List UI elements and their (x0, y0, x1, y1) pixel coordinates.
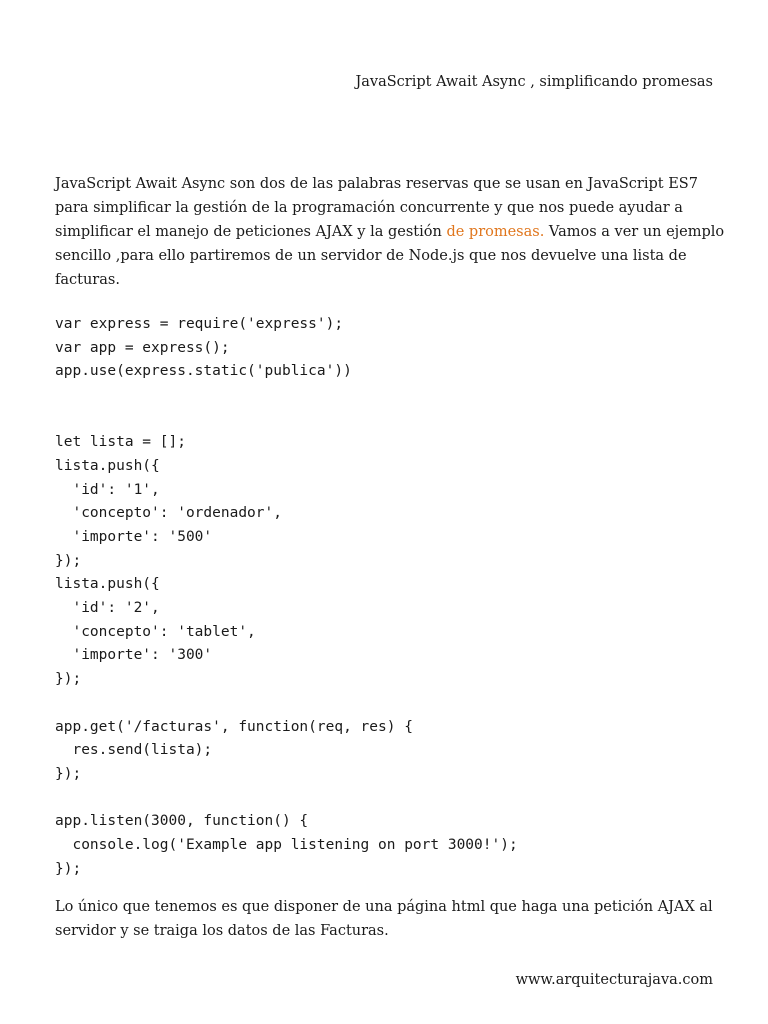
intro-text-end: Vamos a ver un ejemplo sencillo ,para ello partiremos de un servidor de Node.js que nos devuelve una lista de facturas. (55, 224, 725, 288)
code-block-server-routes: let lista = []; lista.push({ 'id': '1', 'concepto': 'ordenador', 'importe': '500' }); lista.push({ 'id': '2', 'concepto': 'tablet', 'importe': '300' }); app.get('/facturas', function(req, res) { res.send(lista); }); app.listen(3000, function() { console.log('Example app listening on port 3000!'); }); (55, 434, 518, 877)
intro-paragraph (55, 172, 725, 292)
page-header-title: JavaScript Await Async , simplificando promesas (355, 74, 713, 90)
footer-url: www.arquitecturajava.com (515, 972, 713, 988)
closing-paragraph: Lo único que tenemos es que disponer de una página html que haga una petición AJAX al servidor y se traiga los datos de las Facturas. (55, 899, 713, 940)
article-body (55, 172, 725, 943)
promesas-link[interactable]: de promesas. (446, 224, 545, 240)
code-block-express-setup: var express = require('express'); var app = express(); app.use(express.static('publica')) (55, 316, 352, 380)
intro-text-start: JavaScript Await Async son dos de las palabras reservas que se usan en JavaScript ES7 para simplificar la gestión de la programación concurrente y que nos puede ayudar a simplificar el manejo de peticiones AJAX y la gestión (55, 176, 698, 240)
